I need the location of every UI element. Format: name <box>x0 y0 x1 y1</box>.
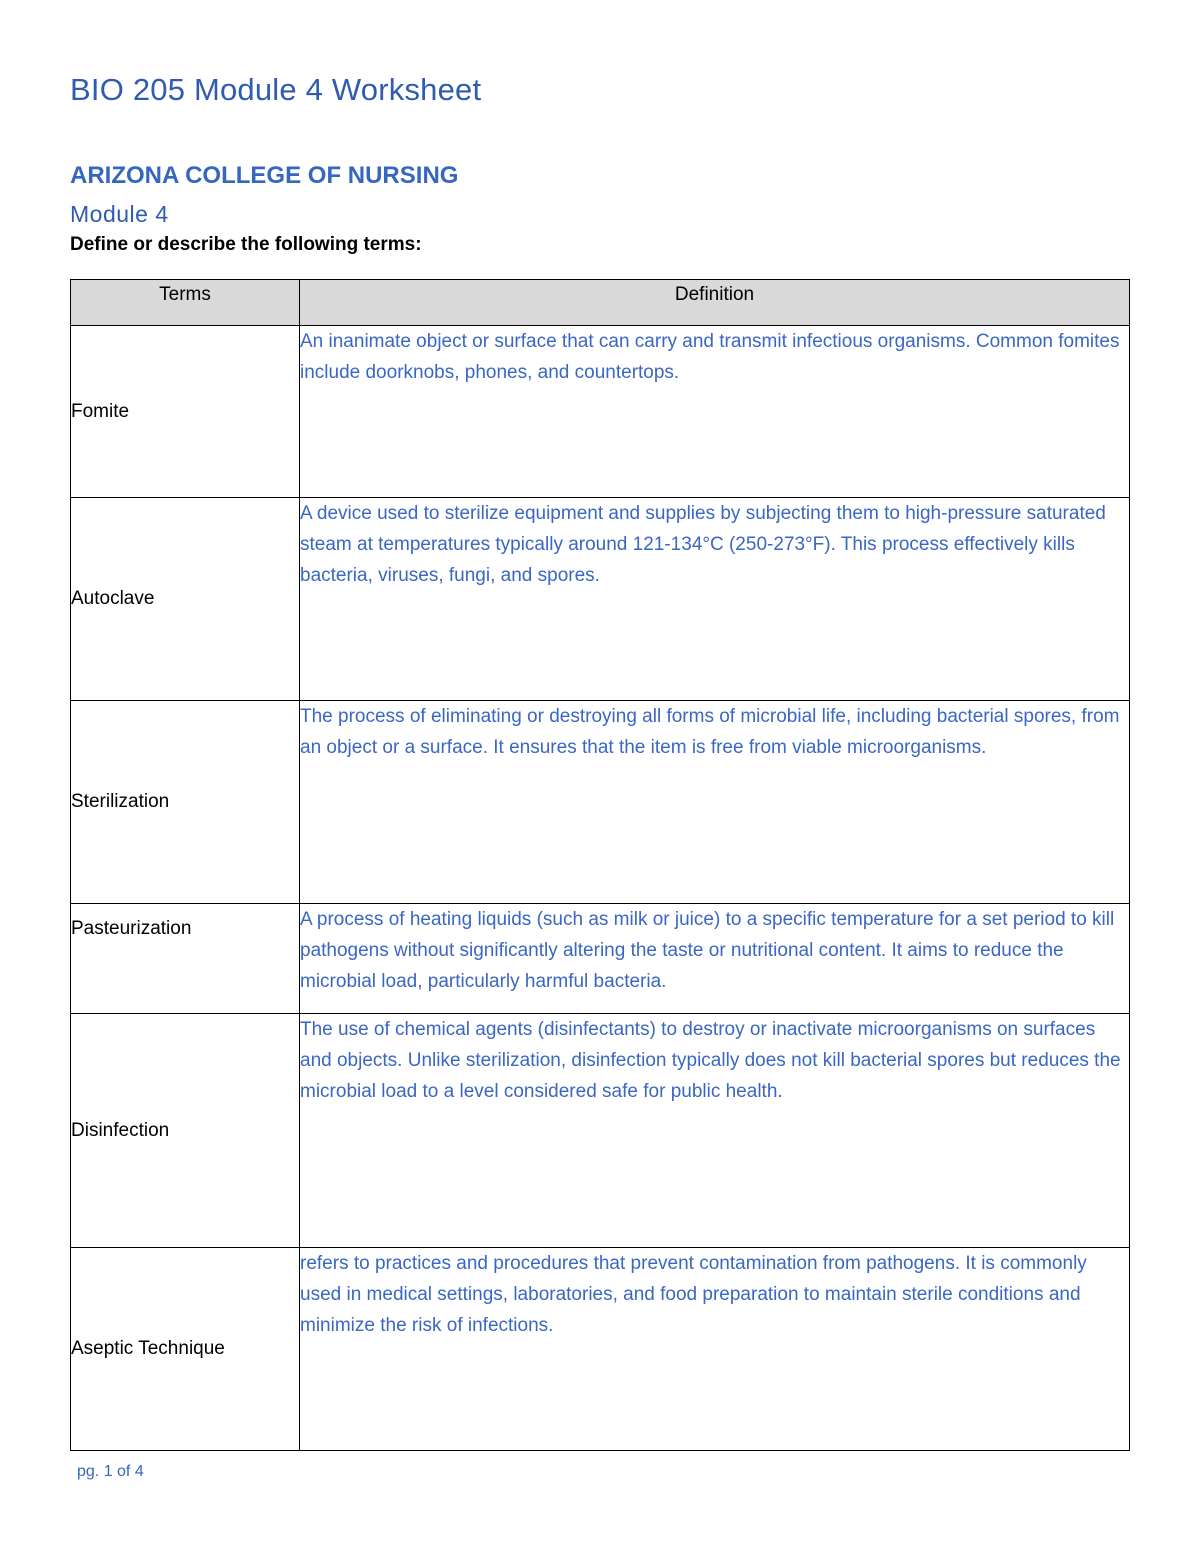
definition-column-header: Definition <box>300 280 1130 326</box>
table-row <box>71 904 1130 1014</box>
term-cell: Sterilization <box>71 701 300 904</box>
term-cell: Pasteurization <box>71 904 300 1014</box>
definition-cell: The use of chemical agents (disinfectants) to destroy or inactivate microorganisms on surfaces and objects. Unlike sterilization, disinfection typically does not kill bacterial spores but reduces the microbial load to a level considered safe for public health. <box>300 1014 1130 1248</box>
definition-cell: An inanimate object or surface that can carry and transmit infectious organisms. Common fomites include doorknobs, phones, and countertops. <box>300 326 1130 498</box>
module-heading: Module 4 <box>70 201 169 227</box>
term-cell: Fomite <box>71 326 300 498</box>
definition-cell: A process of heating liquids (such as milk or juice) to a specific temperature for a set period to kill pathogens without significantly altering the taste or nutritional content. It aims to reduce the microbial load, particularly harmful bacteria. <box>300 904 1130 1014</box>
term-cell: Aseptic Technique <box>71 1248 300 1451</box>
term-cell: Autoclave <box>71 498 300 701</box>
terms-column-header: Terms <box>71 280 300 326</box>
table-row <box>71 326 1130 498</box>
table-row <box>71 1248 1130 1451</box>
definition-cell: A device used to sterilize equipment and supplies by subjecting them to high-pressure saturated steam at temperatures typically around 121-134°C (250-273°F). This process effectively kills bacteria, viruses, fungi, and spores. <box>300 498 1130 701</box>
table-header-row <box>71 280 1130 326</box>
definition-cell: refers to practices and procedures that prevent contamination from pathogens. It is commonly used in medical settings, laboratories, and food preparation to maintain sterile conditions and minimize the risk of infections. <box>300 1248 1130 1451</box>
document-title: BIO 205 Module 4 Worksheet <box>70 72 482 107</box>
terms-table <box>70 279 1130 1451</box>
instructions-text: Define or describe the following terms: <box>70 234 422 255</box>
page-number: pg. 1 of 4 <box>77 1463 144 1480</box>
table-row <box>71 1014 1130 1248</box>
table-row <box>71 701 1130 904</box>
college-heading: ARIZONA COLLEGE OF NURSING <box>70 162 459 189</box>
definition-cell: The process of eliminating or destroying all forms of microbial life, including bacterial spores, from an object or a surface. It ensures that the item is free from viable microorganisms. <box>300 701 1130 904</box>
term-cell: Disinfection <box>71 1014 300 1248</box>
table-row <box>71 498 1130 701</box>
